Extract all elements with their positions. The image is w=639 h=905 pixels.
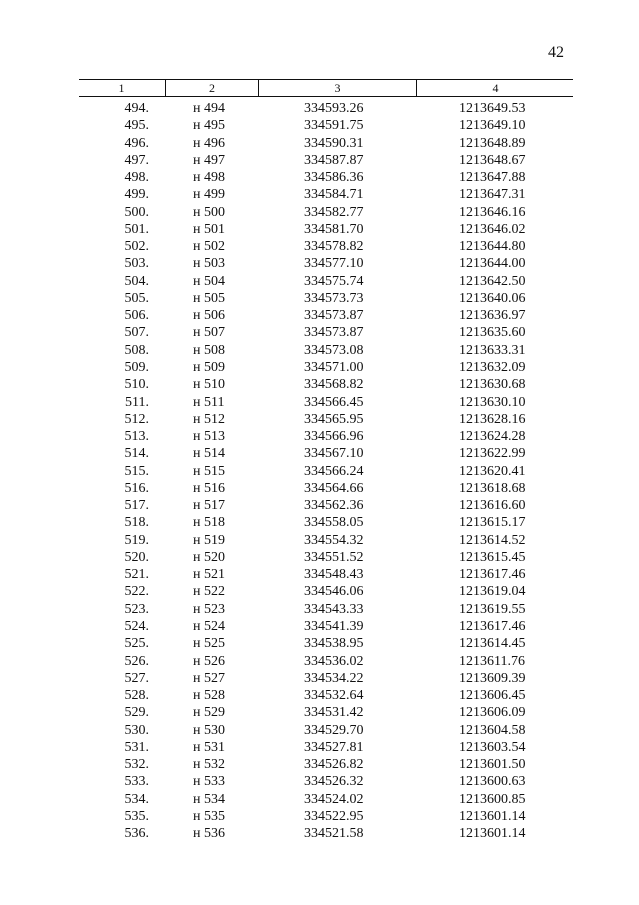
coordinate-y: 1213606.09 bbox=[459, 705, 526, 721]
coordinate-y: 1213614.52 bbox=[459, 532, 526, 548]
point-name: н 507 bbox=[193, 325, 225, 341]
point-name: н 521 bbox=[193, 567, 225, 583]
coordinate-x: 334575.74 bbox=[304, 273, 364, 289]
table-row bbox=[0, 169, 639, 186]
point-name: н 498 bbox=[193, 170, 225, 186]
coordinate-y: 1213615.45 bbox=[459, 549, 526, 565]
coordinate-y: 1213600.63 bbox=[459, 774, 526, 790]
coordinate-x: 334593.26 bbox=[304, 101, 364, 116]
coordinate-y: 1213617.46 bbox=[459, 567, 526, 583]
table-row bbox=[0, 221, 639, 238]
point-name: н 520 bbox=[193, 549, 225, 565]
table-row bbox=[0, 687, 639, 704]
point-name: н 511 bbox=[193, 394, 225, 410]
point-name: н 508 bbox=[193, 342, 225, 358]
point-index: 514. bbox=[124, 446, 149, 462]
coordinate-y: 1213644.00 bbox=[459, 256, 526, 272]
point-index: 535. bbox=[124, 808, 149, 824]
point-name: н 499 bbox=[193, 187, 225, 203]
header-col-2: 2 bbox=[165, 80, 258, 96]
coordinate-y: 1213614.45 bbox=[459, 636, 526, 652]
coordinate-y: 1213619.55 bbox=[459, 601, 526, 617]
point-index: 527. bbox=[124, 670, 149, 686]
coordinate-y: 1213642.50 bbox=[459, 273, 526, 289]
coordinate-y: 1213601.14 bbox=[459, 826, 526, 842]
coordinate-x: 334529.70 bbox=[304, 722, 364, 738]
coordinate-y: 1213617.46 bbox=[459, 618, 526, 634]
table-row bbox=[0, 307, 639, 324]
point-index: 513. bbox=[124, 429, 149, 445]
coordinate-x: 334521.58 bbox=[304, 826, 364, 842]
coordinate-y: 1213624.28 bbox=[459, 429, 526, 445]
table-row bbox=[0, 428, 639, 445]
table-row bbox=[0, 808, 639, 825]
point-name: н 528 bbox=[193, 688, 225, 704]
coordinate-x: 334527.81 bbox=[304, 739, 364, 755]
table-row bbox=[0, 100, 639, 117]
point-index: 528. bbox=[124, 688, 149, 704]
coordinate-x: 334551.52 bbox=[304, 549, 364, 565]
coordinate-y: 1213648.89 bbox=[459, 135, 526, 151]
table-row bbox=[0, 445, 639, 462]
point-name: н 509 bbox=[193, 359, 225, 375]
point-index: 531. bbox=[124, 739, 149, 755]
point-index: 505. bbox=[124, 290, 149, 306]
coordinate-x: 334522.95 bbox=[304, 808, 364, 824]
table-row bbox=[0, 255, 639, 272]
table-row bbox=[0, 583, 639, 600]
point-index: 526. bbox=[124, 653, 149, 669]
point-index: 496. bbox=[124, 135, 149, 151]
point-name: н 502 bbox=[193, 239, 225, 255]
coordinate-y: 1213611.76 bbox=[459, 653, 525, 669]
point-name: н 529 bbox=[193, 705, 225, 721]
coordinate-x: 334524.02 bbox=[304, 791, 364, 807]
table-row bbox=[0, 204, 639, 221]
table-row bbox=[0, 411, 639, 428]
table-row bbox=[0, 791, 639, 808]
coordinate-x: 334532.64 bbox=[304, 688, 364, 704]
point-index: 503. bbox=[124, 256, 149, 272]
table-row bbox=[0, 532, 639, 549]
coordinate-x: 334536.02 bbox=[304, 653, 364, 669]
coordinate-x: 334543.33 bbox=[304, 601, 364, 617]
coordinate-x: 334546.06 bbox=[304, 584, 364, 600]
coordinate-y: 1213620.41 bbox=[459, 463, 526, 479]
coordinate-y: 1213601.50 bbox=[459, 757, 526, 773]
point-index: 515. bbox=[124, 463, 149, 479]
point-index: 499. bbox=[124, 187, 149, 203]
table-row bbox=[0, 342, 639, 359]
coordinate-y: 1213647.31 bbox=[459, 187, 526, 203]
table-row bbox=[0, 722, 639, 739]
table-row bbox=[0, 290, 639, 307]
table-row bbox=[0, 480, 639, 497]
table-row bbox=[0, 549, 639, 566]
point-name: н 532 bbox=[193, 757, 225, 773]
coordinate-x: 334534.22 bbox=[304, 670, 364, 686]
coordinate-x: 334558.05 bbox=[304, 515, 364, 531]
coordinate-y: 1213632.09 bbox=[459, 359, 526, 375]
header-col-3: 3 bbox=[258, 80, 416, 96]
point-name: н 536 bbox=[193, 826, 225, 842]
coordinate-y: 1213604.58 bbox=[459, 722, 526, 738]
table-row bbox=[0, 273, 639, 290]
point-index: 525. bbox=[124, 636, 149, 652]
point-name: н 516 bbox=[193, 480, 225, 496]
table-row bbox=[0, 135, 639, 152]
coordinate-x: 334541.39 bbox=[304, 618, 364, 634]
point-name: н 527 bbox=[193, 670, 225, 686]
table-row bbox=[0, 739, 639, 756]
point-index: 530. bbox=[124, 722, 149, 738]
coordinate-y: 1213609.39 bbox=[459, 670, 526, 686]
point-name: н 525 bbox=[193, 636, 225, 652]
point-index: 529. bbox=[124, 705, 149, 721]
point-name: н 510 bbox=[193, 377, 225, 393]
point-index: 536. bbox=[124, 826, 149, 842]
point-name: н 526 bbox=[193, 653, 225, 669]
point-index: 532. bbox=[124, 757, 149, 773]
point-index: 494. bbox=[124, 101, 149, 116]
table-row bbox=[0, 238, 639, 255]
table-row bbox=[0, 825, 639, 842]
table-row bbox=[0, 497, 639, 514]
table-row bbox=[0, 756, 639, 773]
coordinate-y: 1213640.06 bbox=[459, 290, 526, 306]
coordinate-x: 334571.00 bbox=[304, 359, 364, 375]
coordinate-y: 1213649.53 bbox=[459, 101, 526, 116]
point-index: 518. bbox=[124, 515, 149, 531]
point-index: 533. bbox=[124, 774, 149, 790]
coordinate-y: 1213618.68 bbox=[459, 480, 526, 496]
table-row bbox=[0, 186, 639, 203]
point-index: 497. bbox=[124, 152, 149, 168]
coordinate-x: 334573.87 bbox=[304, 325, 364, 341]
point-name: н 522 bbox=[193, 584, 225, 600]
coordinate-y: 1213646.16 bbox=[459, 204, 526, 220]
coordinate-y: 1213603.54 bbox=[459, 739, 526, 755]
coordinate-x: 334548.43 bbox=[304, 567, 364, 583]
coordinate-y: 1213600.85 bbox=[459, 791, 526, 807]
table-row bbox=[0, 514, 639, 531]
point-name: н 504 bbox=[193, 273, 225, 289]
point-index: 509. bbox=[124, 359, 149, 375]
coordinate-y: 1213628.16 bbox=[459, 411, 526, 427]
table-row bbox=[0, 359, 639, 376]
table-header bbox=[79, 79, 573, 97]
point-index: 516. bbox=[124, 480, 149, 496]
point-index: 522. bbox=[124, 584, 149, 600]
point-name: н 501 bbox=[193, 221, 225, 237]
coordinate-x: 334578.82 bbox=[304, 239, 364, 255]
coordinate-y: 1213649.10 bbox=[459, 118, 526, 134]
coordinate-x: 334565.95 bbox=[304, 411, 364, 427]
point-index: 500. bbox=[124, 204, 149, 220]
point-name: н 500 bbox=[193, 204, 225, 220]
table-row bbox=[0, 394, 639, 411]
coordinate-x: 334526.32 bbox=[304, 774, 364, 790]
point-index: 507. bbox=[124, 325, 149, 341]
point-index: 519. bbox=[124, 532, 149, 548]
point-name: н 523 bbox=[193, 601, 225, 617]
coordinate-y: 1213615.17 bbox=[459, 515, 526, 531]
point-name: н 531 bbox=[193, 739, 225, 755]
coordinate-x: 334584.71 bbox=[304, 187, 364, 203]
point-name: н 495 bbox=[193, 118, 225, 134]
coordinate-x: 334581.70 bbox=[304, 221, 364, 237]
point-index: 520. bbox=[124, 549, 149, 565]
coordinate-x: 334566.24 bbox=[304, 463, 364, 479]
point-name: н 513 bbox=[193, 429, 225, 445]
coordinate-x: 334591.75 bbox=[304, 118, 364, 134]
point-index: 510. bbox=[124, 377, 149, 393]
coordinate-x: 334567.10 bbox=[304, 446, 364, 462]
coordinate-y: 1213646.02 bbox=[459, 221, 526, 237]
point-name: н 503 bbox=[193, 256, 225, 272]
point-name: н 494 bbox=[193, 101, 225, 116]
point-name: н 514 bbox=[193, 446, 225, 462]
coordinate-x: 334568.82 bbox=[304, 377, 364, 393]
coordinate-x: 334554.32 bbox=[304, 532, 364, 548]
coordinate-x: 334577.10 bbox=[304, 256, 364, 272]
point-index: 517. bbox=[124, 498, 149, 514]
point-name: н 519 bbox=[193, 532, 225, 548]
coordinate-y: 1213635.60 bbox=[459, 325, 526, 341]
point-index: 508. bbox=[124, 342, 149, 358]
coordinate-y: 1213601.14 bbox=[459, 808, 526, 824]
coordinate-x: 334582.77 bbox=[304, 204, 364, 220]
point-index: 534. bbox=[124, 791, 149, 807]
coordinate-x: 334566.96 bbox=[304, 429, 364, 445]
coordinate-x: 334586.36 bbox=[304, 170, 364, 186]
coordinate-x: 334562.36 bbox=[304, 498, 364, 514]
page-number: 42 bbox=[548, 44, 564, 61]
header-col-4: 4 bbox=[416, 80, 574, 96]
coordinate-y: 1213633.31 bbox=[459, 342, 526, 358]
coordinate-y: 1213619.04 bbox=[459, 584, 526, 600]
point-index: 504. bbox=[124, 273, 149, 289]
coordinate-x: 334531.42 bbox=[304, 705, 364, 721]
point-name: н 518 bbox=[193, 515, 225, 531]
coordinate-y: 1213630.68 bbox=[459, 377, 526, 393]
point-index: 521. bbox=[124, 567, 149, 583]
table-row bbox=[0, 117, 639, 134]
table-row bbox=[0, 566, 639, 583]
coordinate-y: 1213647.88 bbox=[459, 170, 526, 186]
table-row bbox=[0, 653, 639, 670]
point-index: 495. bbox=[124, 118, 149, 134]
coordinate-x: 334587.87 bbox=[304, 152, 364, 168]
point-index: 523. bbox=[124, 601, 149, 617]
coordinate-x: 334566.45 bbox=[304, 394, 364, 410]
point-index: 506. bbox=[124, 308, 149, 324]
point-name: н 517 bbox=[193, 498, 225, 514]
table-row bbox=[0, 324, 639, 341]
coordinate-y: 1213630.10 bbox=[459, 394, 526, 410]
table-row bbox=[0, 670, 639, 687]
coordinate-y: 1213616.60 bbox=[459, 498, 526, 514]
point-name: н 515 bbox=[193, 463, 225, 479]
table-row bbox=[0, 152, 639, 169]
coordinate-y: 1213648.67 bbox=[459, 152, 526, 168]
point-name: н 534 bbox=[193, 791, 225, 807]
point-name: н 506 bbox=[193, 308, 225, 324]
coordinate-y: 1213622.99 bbox=[459, 446, 526, 462]
table-row bbox=[0, 704, 639, 721]
point-name: н 497 bbox=[193, 152, 225, 168]
coordinate-y: 1213644.80 bbox=[459, 239, 526, 255]
point-name: н 505 bbox=[193, 290, 225, 306]
point-name: н 512 bbox=[193, 411, 225, 427]
coordinate-y: 1213606.45 bbox=[459, 688, 526, 704]
point-name: н 535 bbox=[193, 808, 225, 824]
coordinate-x: 334526.82 bbox=[304, 757, 364, 773]
point-index: 511. bbox=[125, 394, 149, 410]
table-row bbox=[0, 618, 639, 635]
table-row bbox=[0, 635, 639, 652]
coordinate-x: 334538.95 bbox=[304, 636, 364, 652]
point-index: 524. bbox=[124, 618, 149, 634]
coordinate-y: 1213636.97 bbox=[459, 308, 526, 324]
point-name: н 533 bbox=[193, 774, 225, 790]
point-name: н 524 bbox=[193, 618, 225, 634]
coordinate-x: 334573.08 bbox=[304, 342, 364, 358]
table-row bbox=[0, 601, 639, 618]
coordinate-x: 334564.66 bbox=[304, 480, 364, 496]
point-name: н 496 bbox=[193, 135, 225, 151]
coordinate-x: 334573.87 bbox=[304, 308, 364, 324]
coordinate-table-body bbox=[0, 100, 639, 842]
point-index: 501. bbox=[124, 221, 149, 237]
point-index: 498. bbox=[124, 170, 149, 186]
table-row bbox=[0, 463, 639, 480]
table-row bbox=[0, 376, 639, 393]
coordinate-x: 334573.73 bbox=[304, 290, 364, 306]
point-name: н 530 bbox=[193, 722, 225, 738]
coordinate-x: 334590.31 bbox=[304, 135, 364, 151]
point-index: 502. bbox=[124, 239, 149, 255]
point-index: 512. bbox=[124, 411, 149, 427]
header-col-1: 1 bbox=[118, 81, 125, 95]
table-row bbox=[0, 773, 639, 790]
